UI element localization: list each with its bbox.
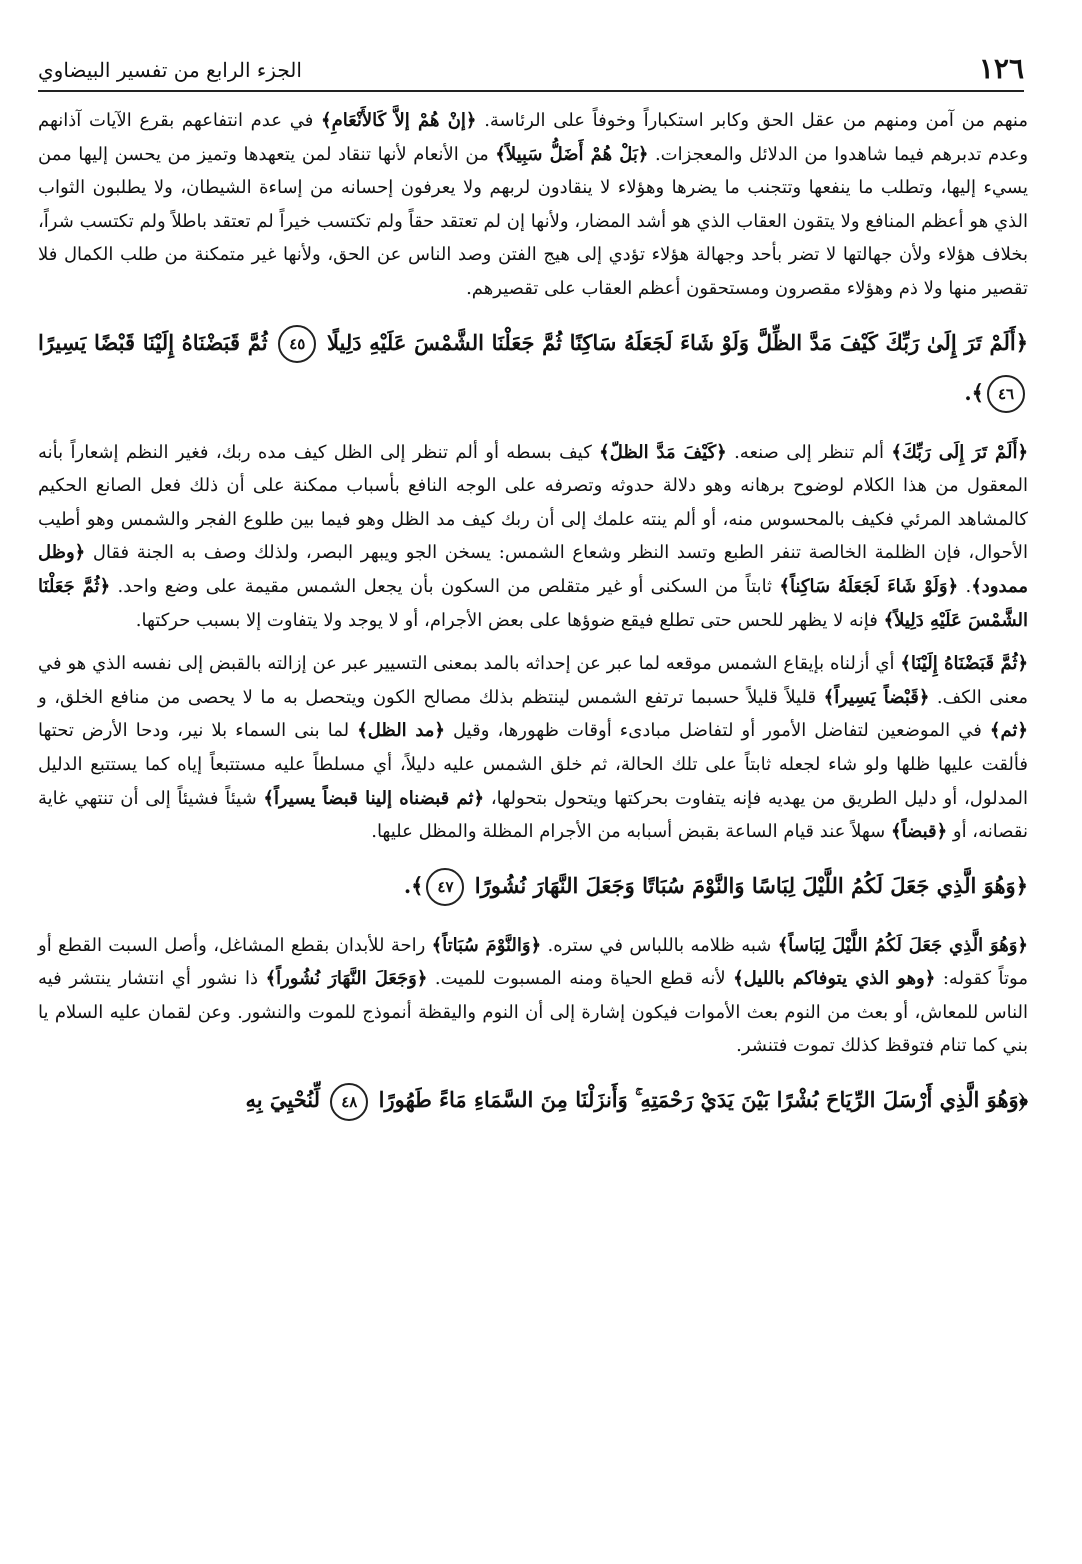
quran-verse xyxy=(38,318,1028,418)
page-header xyxy=(38,52,1024,92)
quran-quote: ﴿وهو الذي يتوفاكم بالليل﴾ xyxy=(733,968,936,990)
quran-quote: ﴿وَهُوَ الَّذِي جَعَلَ لَكُمُ اللَّيْلَ لِبَاساً﴾ xyxy=(777,934,1028,956)
text-segment: شيئاً فشيئاً إلى أن تنتهي غاية نقصانه، أو xyxy=(38,787,1028,843)
verse-end: ﴾. xyxy=(403,872,424,898)
ayah-number-marker: ٤٥ xyxy=(278,325,316,363)
text-segment: أي أزلناه بإيقاع الشمس موقعه لما عبر عن إحداثه بالمد بمعنى التسيير عبر عن إزالته بالقبض إلى نفسه الذي هو في معنى الكف. xyxy=(38,653,1029,708)
text-segment: كيف بسطه أو ألم تنظر إلى الظل كيف مده ربك، فغير النظم إشعاراً بأنه المعقول من هذا الكلام لوضوح برهانه وهو دلالة حدوثه وتصرفه على الوجه النافع بأسباب ممكنة على أن ذلك فعل الصانع الحكيم كالمشاهد المرئي فكيف بالمحسوس منه، أو ألم ينته علمك إلى أن ربك كيف مد الظل وهو فيما بين طلوع الفجر والشمس وهو أطيب الأحوال، فإن الظلمة الخالصة تنفر الطبع وتسد النظر وشعاع الشمس: يسخن الجو ويبهر البصر، ولذلك وصف به الجنة فقال xyxy=(38,441,1028,564)
verse-text: ثُمَّ قَبَضْنَاهُ إِلَيْنَا قَبْضًا يَسِيرًا xyxy=(38,329,268,355)
quran-quote: ﴿قبضاً﴾ xyxy=(890,821,948,843)
quran-quote: ﴿وَلَوْ شَاءَ لَجَعَلَهُ سَاكِناً﴾ xyxy=(779,575,959,597)
text-segment: منهم من آمن ومنهم من عقل الحق وكابر استكباراً وخوفاً على الرئاسة. xyxy=(476,110,1028,131)
verse-text: ﴿وَهُوَ الَّذِي جَعَلَ لَكُمُ اللَّيْلَ لِبَاسًا وَالنَّوْمَ سُبَاتًا وَجَعَلَ النَّهَارَ نُشُورًا xyxy=(474,872,1028,898)
text-segment: في عدم انتفاعهم بقرع الآيات آذانهم وعدم تدبرهم فيما شاهدوا من الدلائل والمعجزات. xyxy=(38,110,1029,165)
quran-quote: ﴿ثُمَّ قَبَضْنَاهُ إِلَيْنَا﴾ xyxy=(900,653,1028,675)
verse-end: ﴾. xyxy=(964,379,984,405)
text-segment: لما بنى السماء بلا نير، ودحا الأرض تحتها فألقت عليها ظلها ولو شاء لجعله ثابتاً على تلك الحالة، ثم خلق الشمس عليه دليلاً، أي مسلطاً عليه مستتبعاً إياه كما يستتبع الدليل المدلول، أو دليل الطريق من يهديه فإنه يتفاوت بحركتها ويتحول بتحولها، xyxy=(38,720,1028,809)
text-segment: من الأنعام لأنها تنقاد لمن يتعهدها وتميز من يحسن إليها ممن يسيء إليها، وتطلب ما ينفعها وتتجنب ما يضرها وهؤلاء لا ينقادون لربهم ولا يعرفون إحسانه من إساءة الشيطان، ولا يطلبون الثواب الذي هو أعظم المنافع ولا يتقون العقاب الذي هو أشد المضار، ولأنها إن لم تعتقد حقاً ولم تكتسب خيراً لم تعتقد باطلاً ولم تكتسب شراً، بخلاف هؤلاء ولأن جهالتها لا تضر بأحد وجهالة هؤلاء تؤدي إلى هيج الفتن وصد الناس عن الحق، ولأنها غير متمكنة من طلب الكمال فلا تقصير منها ولا ذم وهؤلاء مقصرون ومستحقون أعظم العقاب على تقصيرهم. xyxy=(38,143,1028,299)
text-segment: ذا نشور أي انتشار ينتشر فيه الناس للمعاش، أو بعث من النوم بعث الأموات فيكون إشارة إلى أن النوم واليقظة أنموذج للموت والنشور. وعن لقمان عليه السلام يا بني كما تنام فتوقظ كذلك تموت فتنشر. xyxy=(38,968,1028,1057)
quran-quote: ﴿وظل ممدود﴾ xyxy=(38,542,1028,597)
verse-text: لِّنُحْيِيَ بِهِ xyxy=(245,1087,320,1113)
text-segment: ألم تنظر إلى صنعه. xyxy=(726,441,892,463)
text-segment: لأنه قطع الحياة ومنه المسبوت للميت. xyxy=(427,968,734,990)
quran-verse xyxy=(38,1075,1028,1125)
text-segment: في الموضعين لتفاضل الأمور أو لتفاضل مبادىء أوقات ظهورها، وقيل xyxy=(444,720,990,742)
text-segment: فإنه لا يظهر للحس حتى تطلع فيقع ضوؤها على بعض الأجرام، أو لا يوجد ولا يتفاوت إلا بسبب حركتها. xyxy=(135,609,884,631)
text-segment: راحة للأبدان بقطع المشاغل، وأصل السبت القطع أو موتاً كقوله: xyxy=(38,934,1028,990)
page-number: ١٢٦ xyxy=(978,52,1024,85)
text-segment: . xyxy=(958,575,972,597)
commentary-paragraph xyxy=(38,104,1028,306)
quran-quote: ﴿وَجَعَلَ النَّهَارَ نُشُوراً﴾ xyxy=(265,968,428,990)
ayah-number-marker: ٤٧ xyxy=(426,868,464,906)
quran-quote: ﴿إنْ هُمْ إلاَّ كَالأَنْعَامِ﴾ xyxy=(321,110,477,131)
page-body xyxy=(38,104,1028,1143)
verse-text: ﴿أَلَمْ تَرَ إِلَىٰ رَبِّكَ كَيْفَ مَدَّ الظِّلَّ وَلَوْ شَاءَ لَجَعَلَهُ سَاكِنًا ثُمَّ جَعَلْنَا الشَّمْسَ عَلَيْهِ دَلِيلًا xyxy=(326,329,1029,355)
quran-quote: ﴿بَلْ هُمْ أَضَلُّ سَبِيلاً﴾ xyxy=(495,143,649,165)
quran-quote: ﴿ثم﴾ xyxy=(989,720,1028,742)
text-segment: قليلاً قليلاً حسبما ترتفع الشمس لينتظم بذلك مصالح الكون ويتحصل به ما لا يحصى من منافع الخلق، و xyxy=(38,686,824,708)
verse-text: ﴿وَهُوَ الَّذِي أَرْسَلَ الرِّيَاحَ بُشْرًا بَيْنَ يَدَيْ رَحْمَتِهِ ۚ وَأَنزَلْنَا مِنَ السَّمَاءِ مَاءً طَهُورًا xyxy=(378,1087,1028,1113)
commentary-paragraph xyxy=(38,929,1028,1063)
commentary-paragraph xyxy=(38,647,1028,849)
quran-quote: ﴿كَيْفَ مَدَّ الظلّ﴾ xyxy=(599,441,727,463)
running-title: الجزء الرابع من تفسير البيضاوي xyxy=(38,58,302,82)
ayah-number-marker: ٤٨ xyxy=(330,1083,368,1121)
quran-quote: ﴿ثُمَّ جَعَلْنَا الشَّمْسَ عَلَيْهِ دَلِيلاً﴾ xyxy=(38,575,1028,631)
quran-verse xyxy=(38,861,1028,911)
quran-quote: ﴿مد الظل﴾ xyxy=(357,720,445,742)
quran-quote: ﴿وَالنَّوْمَ سُبَاتاً﴾ xyxy=(431,934,542,956)
ayah-number-marker: ٤٦ xyxy=(987,375,1025,413)
text-segment: ثابتاً من السكنى أو غير متقلص من السكون بأن يجعل الشمس مقيمة على وضع واحد. xyxy=(110,575,780,597)
text-segment: شبه ظلامه باللباس في ستره. xyxy=(541,934,778,956)
commentary-paragraph xyxy=(38,436,1028,638)
text-segment: سهلاً عند قيام الساعة بقبض أسبابه من الأجرام المظلة والمظل عليها. xyxy=(371,821,891,843)
quran-quote: ﴿ثم قبضناه إلينا قبضاً يسيراً﴾ xyxy=(263,787,485,809)
quran-quote: ﴿قَبْضاً يَسِيراً﴾ xyxy=(823,686,930,708)
quran-quote: ﴿أَلَمْ تَرَ إِلَى رَبِّكَ﴾ xyxy=(891,441,1028,463)
